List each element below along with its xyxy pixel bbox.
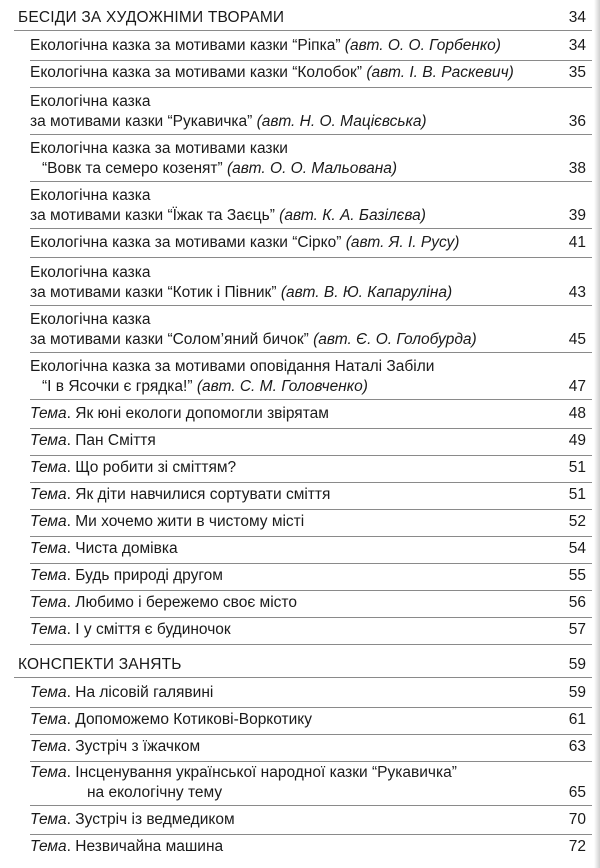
entry-title: . Що робити зі сміттям? xyxy=(66,459,237,476)
entry-divider xyxy=(30,590,592,591)
entry-divider xyxy=(30,428,592,429)
toc-entry-line[interactable] xyxy=(30,737,200,757)
entry-label: Тема xyxy=(30,459,67,476)
entry-title: . Як юні екологи допомогли звірятам xyxy=(66,405,329,422)
entry-title: . Пан Сміття xyxy=(66,432,156,449)
entry-divider xyxy=(30,482,592,483)
entry-page-number: 36 xyxy=(568,113,586,130)
entry-label: Тема xyxy=(30,838,67,855)
toc-entry-line[interactable] xyxy=(30,431,156,451)
entry-author: (авт. Є. О. Голобурда) xyxy=(313,331,477,348)
entry-title: . Ми хочемо жити в чистому місті xyxy=(66,513,305,530)
entry-title: Екологічна казка за мотивами казки xyxy=(30,140,288,157)
entry-author: (авт. О. О. Горбенко) xyxy=(344,37,501,54)
entry-title: . Чиста домівка xyxy=(66,540,178,557)
entry-label: Тема xyxy=(30,764,67,781)
entry-title: Екологічна казка за мотивами казки “Колобок” xyxy=(30,64,367,81)
entry-page-number: 51 xyxy=(568,486,586,503)
entry-page-number: 34 xyxy=(568,37,586,54)
entry-title: Екологічна казка за мотивами казки “Сірко” xyxy=(30,234,346,251)
entry-label: Тема xyxy=(30,513,67,530)
entry-title: . Зустріч із ведмедиком xyxy=(66,811,235,828)
entry-title: “І в Ясочки є грядка!” xyxy=(42,378,197,395)
toc-entry-line[interactable] xyxy=(30,763,457,783)
toc-entry-line[interactable] xyxy=(30,539,178,559)
entry-label: Тема xyxy=(30,432,67,449)
entry-divider xyxy=(30,87,592,88)
toc-entry-line[interactable] xyxy=(42,377,368,397)
entry-divider xyxy=(30,805,592,806)
entry-title: Екологічна казка за мотивами оповідання Наталі Забіли xyxy=(30,358,435,375)
entry-title: за мотивами казки “Рукавичка” xyxy=(30,113,257,130)
section-page-number: 59 xyxy=(568,656,586,673)
entry-divider xyxy=(30,399,592,400)
entry-page-number: 45 xyxy=(568,331,586,348)
entry-author: (авт. С. М. Головченко) xyxy=(196,378,368,395)
entry-divider xyxy=(30,644,592,645)
section-title: БЕСІДИ ЗА ХУДОЖНІМИ ТВОРАМИ xyxy=(18,9,285,26)
entry-title: . Незвичайна машина xyxy=(66,838,224,855)
entry-divider xyxy=(30,734,592,735)
entry-label: Тема xyxy=(30,567,67,584)
entry-author: (авт. Я. І. Русу) xyxy=(345,234,460,251)
entry-page-number: 57 xyxy=(568,621,586,638)
entry-page-number: 70 xyxy=(568,811,586,828)
entry-label: Тема xyxy=(30,711,67,728)
entry-divider xyxy=(30,834,592,835)
entry-page-number: 35 xyxy=(568,64,586,81)
toc-entry-line[interactable] xyxy=(30,330,477,350)
entry-page-number: 38 xyxy=(568,160,586,177)
entry-author: (авт. О. О. Мальована) xyxy=(226,160,398,177)
entry-divider xyxy=(30,536,592,537)
entry-author: (авт. І. В. Раскевич) xyxy=(366,64,514,81)
entry-page-number: 51 xyxy=(568,459,586,476)
entry-page-number: 61 xyxy=(568,711,586,728)
entry-page-number: 48 xyxy=(568,405,586,422)
entry-title: . І у сміття є будиночок xyxy=(66,621,231,638)
page-edge-shadow xyxy=(594,0,600,868)
section-divider xyxy=(14,677,592,678)
entry-divider xyxy=(30,761,592,762)
toc-entry-line[interactable] xyxy=(30,283,452,303)
entry-label: Тема xyxy=(30,405,67,422)
toc-entry-line[interactable] xyxy=(30,710,312,730)
entry-author: (авт. В. Ю. Капаруліна) xyxy=(280,284,453,301)
entry-page-number: 63 xyxy=(568,738,586,755)
toc-entry-line[interactable] xyxy=(30,92,151,112)
toc-entry-line[interactable] xyxy=(30,404,329,424)
toc-entry-line[interactable] xyxy=(30,485,330,505)
toc-entry-line[interactable] xyxy=(42,159,397,179)
entry-title: Екологічна казка за мотивами казки “Ріпка” xyxy=(30,37,345,54)
toc-entry-line[interactable] xyxy=(30,837,223,857)
entry-label: Тема xyxy=(30,594,67,611)
entry-divider xyxy=(30,305,592,306)
entry-author: (авт. Н. О. Мацієвська) xyxy=(256,113,427,130)
toc-entry-line[interactable] xyxy=(30,810,235,830)
toc-entry-line[interactable] xyxy=(30,458,236,478)
toc-entry-line[interactable] xyxy=(87,783,222,803)
entry-label: Тема xyxy=(30,811,67,828)
entry-divider xyxy=(30,509,592,510)
entry-page-number: 43 xyxy=(568,284,586,301)
entry-page-number: 39 xyxy=(568,207,586,224)
toc-entry-line[interactable] xyxy=(30,593,297,613)
entry-title: “Вовк та семеро козенят” xyxy=(42,160,227,177)
entry-divider xyxy=(30,60,592,61)
entry-divider xyxy=(30,455,592,456)
entry-title: . Допоможемо Котикові-Воркотику xyxy=(66,711,313,728)
toc-entry-line[interactable] xyxy=(30,357,434,377)
entry-divider xyxy=(30,352,592,353)
entry-page-number: 52 xyxy=(568,513,586,530)
toc-entry-line[interactable] xyxy=(30,112,427,132)
entry-divider xyxy=(30,134,592,135)
entry-divider xyxy=(30,617,592,618)
entry-page-number: 72 xyxy=(568,838,586,855)
entry-title: . Зустріч з їжачком xyxy=(66,738,201,755)
entry-divider xyxy=(30,181,592,182)
entry-divider xyxy=(30,257,592,258)
entry-title: на екологічну тему xyxy=(87,784,223,801)
entry-title: . Любимо і бережемо своє місто xyxy=(66,594,297,611)
entry-page-number: 49 xyxy=(568,432,586,449)
entry-title: Екологічна казка xyxy=(30,264,151,281)
toc-entry-line[interactable] xyxy=(30,263,151,283)
entry-label: Тема xyxy=(30,540,67,557)
entry-title: . Інсценування української народної казки “Рукавичка” xyxy=(66,764,457,781)
toc-entry-line[interactable] xyxy=(30,683,213,703)
entry-title: . На лісовій галявині xyxy=(66,684,214,701)
entry-title: за мотивами казки “Котик і Півник” xyxy=(30,284,281,301)
entry-title: . Як діти навчилися сортувати сміття xyxy=(66,486,331,503)
entry-label: Тема xyxy=(30,738,67,755)
toc-entry-line[interactable] xyxy=(30,139,288,159)
toc-entry-line[interactable] xyxy=(30,566,223,586)
entry-divider xyxy=(30,563,592,564)
section-title: КОНСПЕКТИ ЗАНЯТЬ xyxy=(18,656,182,673)
toc-entry-line[interactable] xyxy=(30,36,501,56)
section-page-number: 34 xyxy=(568,9,586,26)
entry-label: Тема xyxy=(30,486,67,503)
entry-page-number: 41 xyxy=(568,234,586,251)
entry-divider xyxy=(30,228,592,229)
entry-author: (авт. К. А. Базілєва) xyxy=(279,207,426,224)
entry-page-number: 47 xyxy=(568,378,586,395)
entry-page-number: 59 xyxy=(568,684,586,701)
entry-label: Тема xyxy=(30,621,67,638)
entry-divider xyxy=(30,707,592,708)
toc-entry-line[interactable] xyxy=(30,233,459,253)
entry-label: Тема xyxy=(30,684,67,701)
entry-title: . Будь природі другом xyxy=(66,567,223,584)
toc-entry-line[interactable] xyxy=(30,206,426,226)
section-divider xyxy=(14,30,592,31)
toc-entry-line[interactable] xyxy=(30,512,304,532)
entry-page-number: 56 xyxy=(568,594,586,611)
toc-entry-line[interactable] xyxy=(30,63,514,83)
entry-page-number: 54 xyxy=(568,540,586,557)
entry-page-number: 55 xyxy=(568,567,586,584)
entry-page-number: 65 xyxy=(568,784,586,801)
entry-title: за мотивами казки “Їжак та Заєць” xyxy=(30,207,280,224)
entry-title: Екологічна казка xyxy=(30,311,151,328)
entry-title: Екологічна казка xyxy=(30,93,151,110)
toc-entry-line[interactable] xyxy=(30,186,151,206)
toc-entry-line[interactable] xyxy=(30,310,151,330)
entry-title: Екологічна казка xyxy=(30,187,151,204)
toc-entry-line[interactable] xyxy=(30,620,231,640)
entry-title: за мотивами казки “Солом’яний бичок” xyxy=(30,331,314,348)
